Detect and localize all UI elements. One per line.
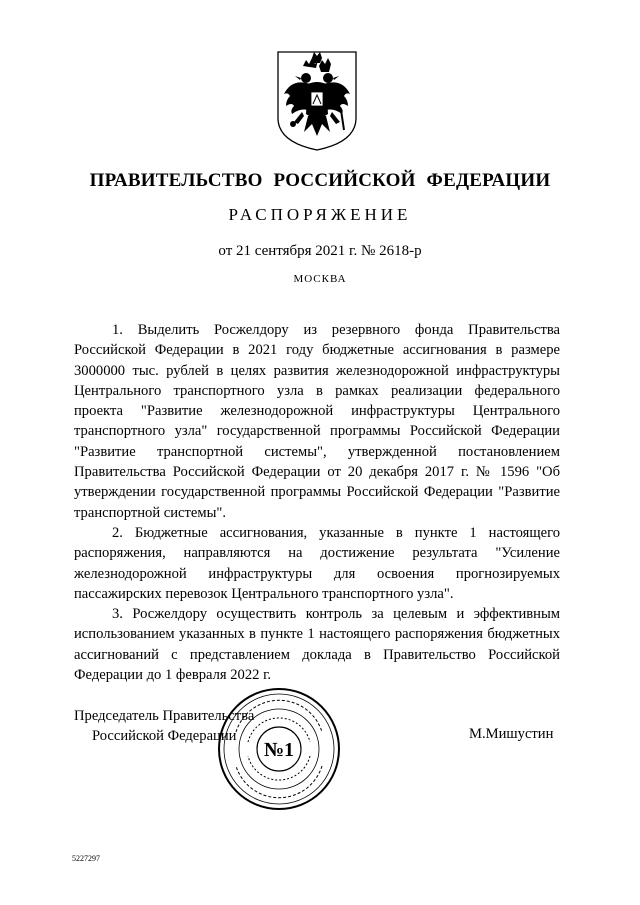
government-title: ПРАВИТЕЛЬСТВО РОССИЙСКОЙ ФЕДЕРАЦИИ: [89, 170, 551, 191]
document-type: РАСПОРЯЖЕНИЕ: [228, 205, 412, 224]
paragraph-2: 2. Бюджетные ассигнования, указанные в пункте 1 настоящего распоряжения, направляются на достижение результата "Усиление железнодорожной инфраструктуры для освоения прогнозируемых пассажирских перевозок Центрального транспортного узла".: [74, 524, 560, 602]
state-emblem-icon: [272, 48, 362, 152]
paragraph-3: 3. Росжелдору осуществить контроль за целевым и эффективным использованием указанных в пункте 1 настоящего распоряжения бюджетных ассигнований с представлением доклада в Правительство Российской Федерации до 1 февраля 2022 г.: [74, 606, 560, 684]
signatory-name: М.Мишустин: [469, 726, 554, 742]
signatory-position-line1: Председатель Правительства: [74, 708, 255, 724]
stamp-number: №1: [263, 739, 295, 761]
paragraph-1: 1. Выделить Росжелдору из резервного фонда Правительства Российской Федерации в 2021 году бюджетные ассигнования в размере 3000000 тыс. рублей в целях развития железнодорожной инфраструктуры Центрального транспортного узла в рамках реализации федерального проекта "Развитие железнодорожной инфраструктуры Центрального транспортного узла" государственной программы Российской Федерации "Развитие транспортной системы", утвержденной постановлением Правительства Российской Федерации от 20 декабря 2017 г. № 1596 "Об утверждении государственной программы Российской Федерации "Развитие транспортной системы".: [74, 322, 560, 521]
seal-stamp-icon: [214, 684, 344, 814]
signatory-position-line2: Российской Федерации: [92, 728, 237, 744]
document-code: 5227297: [72, 854, 100, 863]
document-city: МОСКВА: [293, 273, 347, 285]
document-body: [74, 320, 560, 685]
document-date-number: от 21 сентября 2021 г. № 2618-р: [218, 243, 422, 259]
